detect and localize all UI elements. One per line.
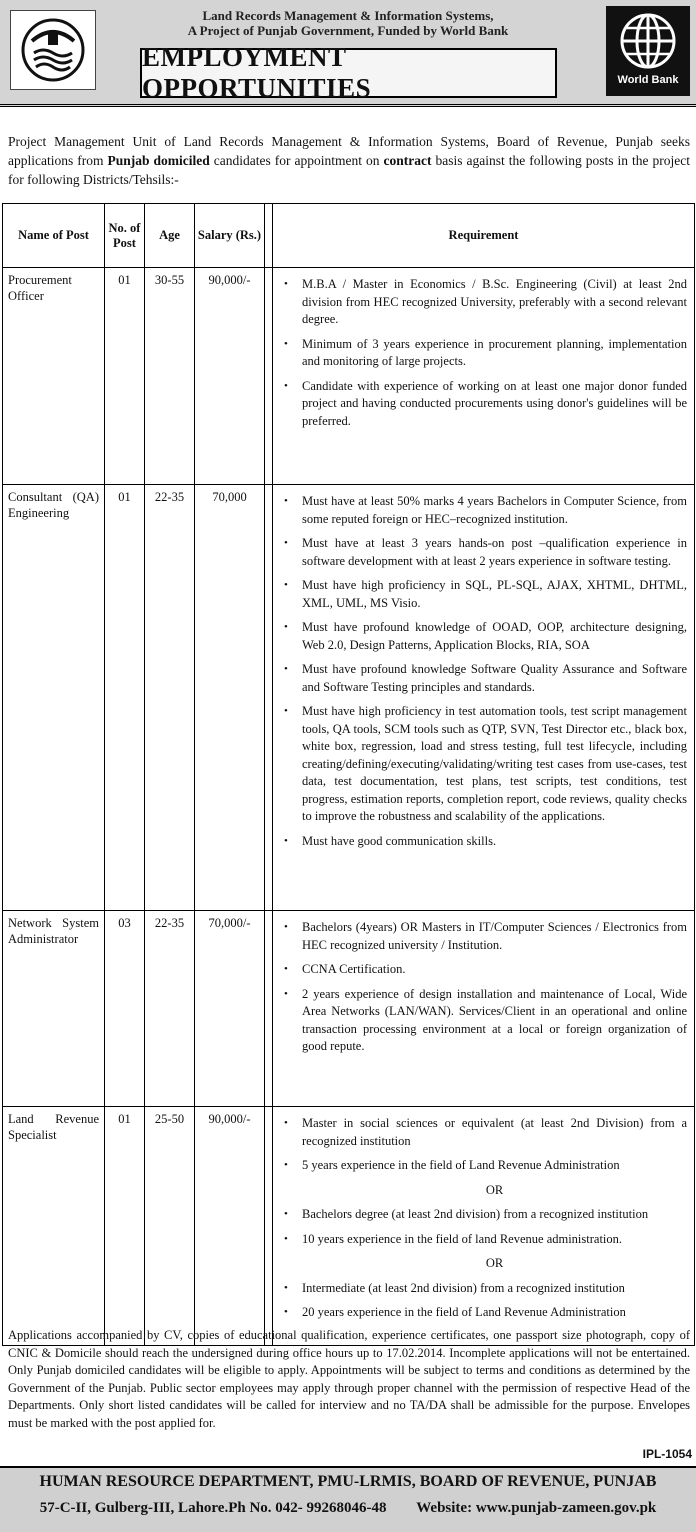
post-count: 03: [105, 911, 145, 1107]
requirement-item: • Must have high proficiency in SQL, PL-SQL, AJAX, XHTML, DHTML, XML, UML, MS Visio.: [302, 577, 687, 612]
post-requirements: [273, 485, 695, 911]
post-age: 25-50: [145, 1107, 195, 1346]
post-count: 01: [105, 268, 145, 485]
header: [0, 0, 696, 107]
post-name: Network System Administrator: [3, 911, 105, 1107]
table-header-row: [3, 204, 695, 268]
post-requirements: [273, 268, 695, 485]
post-salary: 70,000: [195, 485, 265, 911]
requirement-item: • 5 years experience in the field of Land Revenue Administration: [302, 1157, 687, 1175]
requirement-item: • Must have profound knowledge Software Quality Assurance and Software and Software Testing principles and standards.: [302, 661, 687, 696]
posts-table: [2, 203, 695, 1346]
requirement-item: • Must have good communication skills.: [302, 833, 687, 851]
intro-text: Project Management Unit of Land Records Management & Information Systems, Board of Revenue, Punjab seeks applications from: [8, 134, 690, 168]
requirement-list: [278, 276, 689, 430]
col-header-name: Name of Post: [3, 204, 105, 268]
footer-address: 57-C-II, Gulberg-III, Lahore.Ph No. 042- 99268046-48 Website: www.punjab-zameen.gov.pk: [39, 1500, 657, 1516]
requirement-item: • Bachelors (4years) OR Masters in IT/Computer Sciences / Electronics from HEC recognized university / Institution.: [302, 919, 687, 954]
requirement-item: • 10 years experience in the field of land Revenue administration.: [302, 1231, 687, 1249]
col-header-age: Age: [145, 204, 195, 268]
col-divider: [265, 911, 273, 1107]
intro-bold-domicile: Punjab domiciled: [107, 153, 210, 168]
requirement-item: • CCNA Certification.: [302, 961, 687, 979]
footer-department: HUMAN RESOURCE DEPARTMENT, PMU-LRMIS, BOARD OF REVENUE, PUNJAB: [39, 1473, 657, 1490]
requirement-item: • 2 years experience of design installation and maintenance of Local, Wide Area Networks (LAN/WAN). Services/Client in an operational and online transaction processing environment at a local or foreign organization of good repute.: [302, 986, 687, 1056]
requirement-list: [278, 1115, 689, 1322]
requirement-or: OR: [485, 1256, 504, 1270]
post-requirements: [273, 911, 695, 1107]
requirement-item: • 20 years experience in the field of Land Revenue Administration: [302, 1304, 687, 1322]
col-header-requirement: Requirement: [273, 204, 695, 268]
closing-paragraph: Applications accompanied by CV, copies of educational qualification, experience certificates, one passport size photograph, copy of CNIC & Domicile should reach the undersigned during office hours up to 17.02.2014. Incomplete applications will not be entertained. Only Punjab domiciled candidates will be eligible to apply. Appointments will be subject to terms and conditions as determined by the Government of the Punjab. Public sector employees may apply through proper channel with the permission of respective Head of the Departments. Only short listed candidates will be called for interview and no TA/DA shall be admissible for the purpose. Envelopes must be marked with the post applied for.: [8, 1328, 690, 1430]
table-row: [3, 485, 695, 911]
intro-paragraph: [8, 132, 690, 189]
col-header-no: No. of Post: [105, 204, 145, 268]
header-line-1: Land Records Management & Information Systems,: [202, 8, 494, 23]
globe-icon: [619, 12, 677, 70]
world-bank-label: World Bank: [617, 74, 679, 86]
intro-text: candidates for appointment on: [209, 153, 384, 168]
post-name: Procurement Officer: [3, 268, 105, 485]
post-salary: 70,000/-: [195, 911, 265, 1107]
intro-bold-contract: contract: [383, 153, 432, 168]
requirement-item: • Must have at least 50% marks 4 years Bachelors in Computer Science, from some reputed foreign or HEC–recognized institution.: [302, 493, 687, 528]
post-age: 30-55: [145, 268, 195, 485]
punjab-government-logo-icon: [10, 10, 96, 90]
requirement-item: • Bachelors degree (at least 2nd division) from a recognized institution: [302, 1206, 687, 1224]
requirement-item: • Must have profound knowledge of OOAD, OOP, architecture designing, Web 2.0, Design Patterns, Application Blocks, RIA, SOA: [302, 619, 687, 654]
page-title: EMPLOYMENT OPPORTUNITIES: [140, 48, 557, 98]
post-salary: 90,000/-: [195, 268, 265, 485]
col-divider: [265, 204, 273, 268]
post-name: Land Revenue Specialist: [3, 1107, 105, 1346]
world-bank-logo: [606, 6, 690, 96]
post-name: Consultant (QA) Engineering: [3, 485, 105, 911]
header-line-2: A Project of Punjab Government, Funded by World Bank: [187, 23, 509, 38]
table-row: [3, 911, 695, 1107]
requirement-item: • Must have high proficiency in test automation tools, test script management tools, QA tools, SCM tools such as QTP, SVN, Test Director etc., black box, white box, regression, load and stress testing, full test lifecycle, including creating/defining/executing/validating/writing test cases from use-cases, test data, test documentation, test plans, test scripts, test conditions, test progress, estimation reports, completion report, code reviews, quality checks to improve the robustness and scalability of the applications.: [302, 703, 687, 826]
footer: [0, 1466, 696, 1532]
post-count: 01: [105, 1107, 145, 1346]
post-requirements: [273, 1107, 695, 1346]
requirement-item: • M.B.A / Master in Economics / B.Sc. Engineering (Civil) at least 2nd division from HEC recognized University, preferably with a second relevant degree.: [302, 276, 687, 329]
post-age: 22-35: [145, 911, 195, 1107]
table-row: [3, 1107, 695, 1346]
col-divider: [265, 485, 273, 911]
requirement-item: • Intermediate (at least 2nd division) from a recognized institution: [302, 1280, 687, 1298]
post-count: 01: [105, 485, 145, 911]
table-row: [3, 268, 695, 485]
intro-text: basis against the following posts in the project for following Districts/Tehsils:-: [8, 153, 691, 187]
requirement-list: [278, 493, 689, 850]
col-divider: [265, 1107, 273, 1346]
requirement-item: • Master in social sciences or equivalent (at least 2nd Division) from a recognized institution: [302, 1115, 687, 1150]
ipl-number: IPL-1054: [642, 1447, 692, 1461]
requirement-list: [278, 919, 689, 1056]
col-header-salary: Salary (Rs.): [195, 204, 265, 268]
post-age: 22-35: [145, 485, 195, 911]
requirement-item: • Minimum of 3 years experience in procurement planning, implementation and monitoring of large projects.: [302, 336, 687, 371]
requirement-item: • Must have at least 3 years hands-on post –qualification experience in software development with at least 2 years experience in software testing.: [302, 535, 687, 570]
requirement-or: OR: [485, 1182, 504, 1197]
col-divider: [265, 268, 273, 485]
requirement-item: • Candidate with experience of working on at least one major donor funded project and having conducted procurements using donor's guidelines will be preferred.: [302, 378, 687, 431]
post-salary: 90,000/-: [195, 1107, 265, 1346]
